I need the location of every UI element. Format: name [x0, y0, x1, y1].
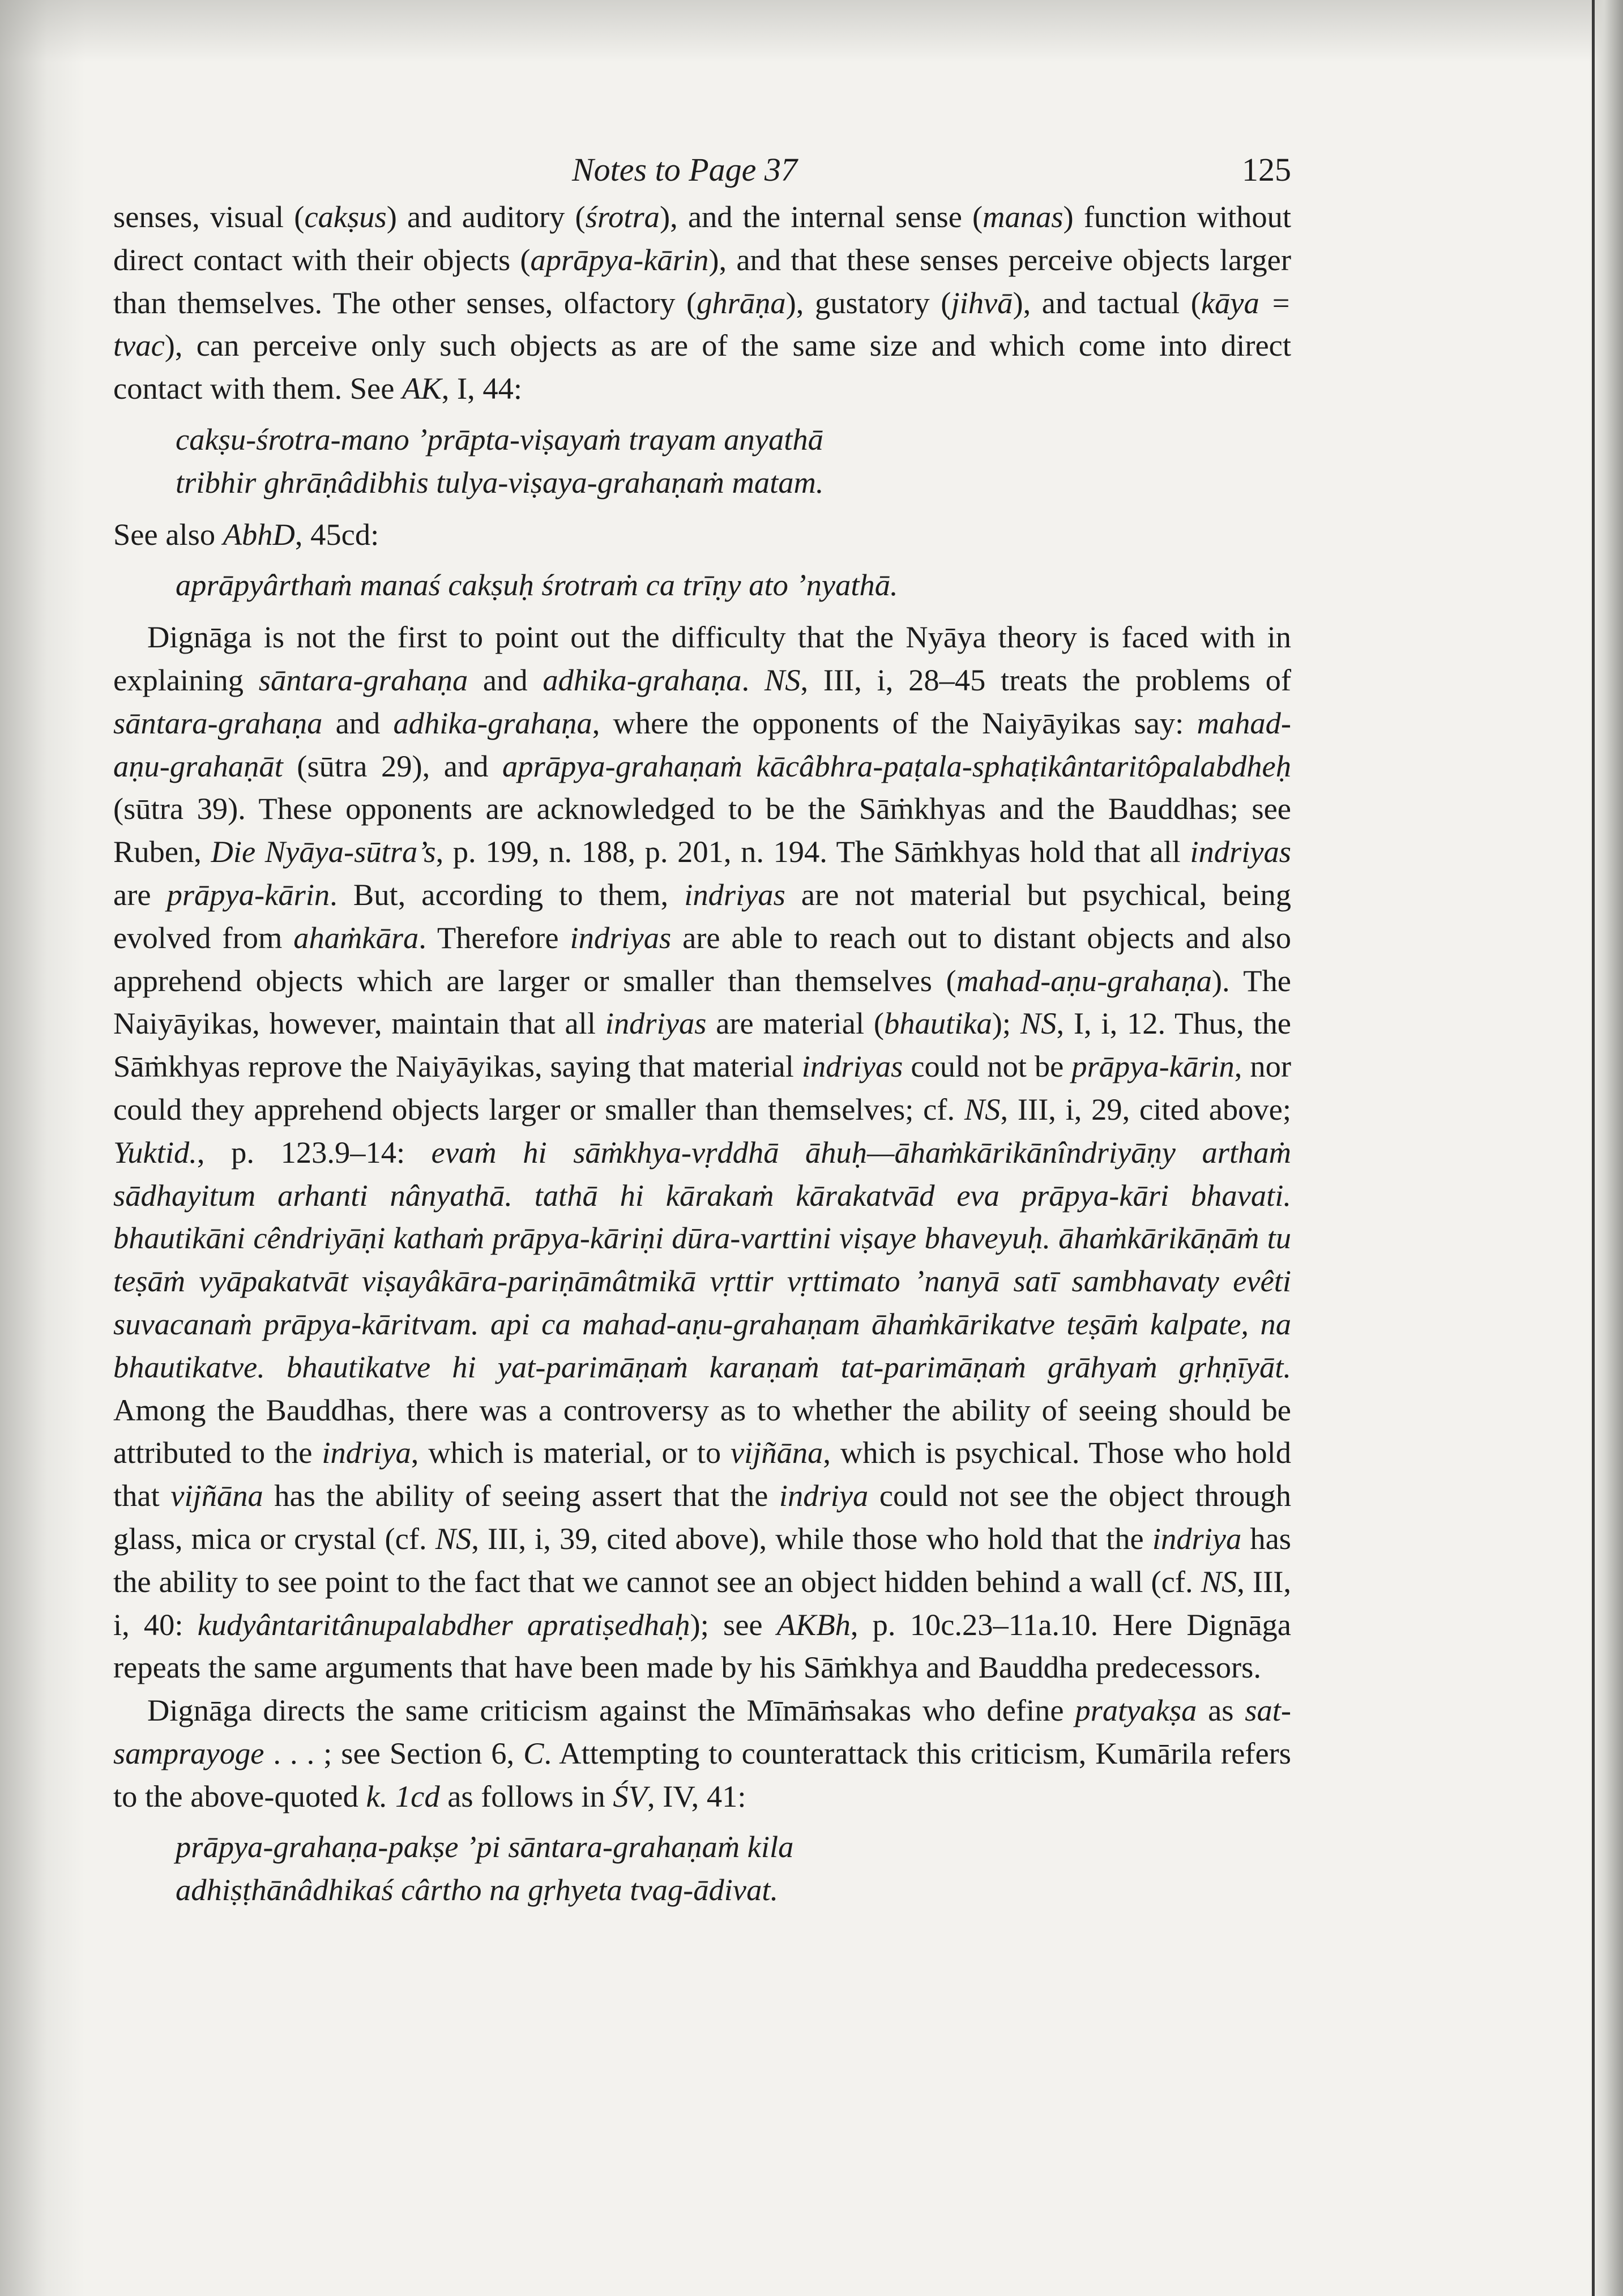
italic-term: NS — [964, 1091, 1001, 1126]
italic-term: manas — [983, 199, 1064, 234]
text-run: Dignāga is not the first to point out the difficulty that the Nyāya theory is faced with in explaining — [113, 620, 1291, 697]
italic-term: NS — [764, 662, 801, 697]
verse-quote — [113, 1825, 1291, 1911]
text-run: as — [1197, 1693, 1245, 1728]
italic-term: kāya = tvac — [113, 285, 1292, 363]
italic-term: ghrāṇa — [697, 285, 786, 320]
italic-term: pratyakṣa — [1075, 1693, 1197, 1728]
italic-term: indriyas — [684, 877, 785, 912]
text-run: Dignāga directs the same criticism against the Mīmāṁsakas who define — [147, 1693, 1075, 1728]
text-run: . Therefore — [418, 920, 570, 955]
text-run: , I, i, 12. Thus, the Sāṁkhyas reprove the Naiyāyikas, saying that material — [113, 1006, 1291, 1084]
text-run: ); see — [690, 1607, 777, 1642]
text-run: , 45cd: — [294, 517, 379, 552]
text-run: , III, i, 29, cited above; — [1000, 1091, 1291, 1126]
italic-term: cakṣus — [304, 199, 387, 234]
paragraph — [113, 195, 1291, 410]
page — [113, 144, 1291, 1921]
text-run: , I, 44: — [441, 371, 522, 406]
italic-term: vijñāna — [730, 1435, 823, 1470]
italic-term: indriyas — [801, 1049, 903, 1084]
italic-term: indriya — [1152, 1521, 1242, 1556]
text-run: Among the Bauddhas, there was a controversy as to whether the ability of seeing should be attributed to the — [113, 1392, 1291, 1470]
text-body — [113, 195, 1291, 1911]
text-run: could not see the object through glass, mica or crystal (cf. — [113, 1478, 1291, 1556]
text-run: ), and tactual ( — [1013, 285, 1201, 320]
italic-term: adhika-grahaṇa — [393, 705, 592, 740]
italic-term: AK — [402, 371, 442, 406]
italic-term: evaṁ hi sāṁkhya-vṛddhā āhuḥ—āhaṁkārikānîndriyāṇy arthaṁ sādhayitum arhanti nânyathā. tathā hi kārakaṁ kārakatvād eva prāpya-kāri bhavati. bhautikāni cêndriyāṇi kathaṁ prāpya-kāriṇi dūra-varttini viṣaye bhaveyuḥ. āhaṁkārikāṇāṁ tu teṣāṁ vyāpakatvāt viṣayâkāra-pariṇāmâtmikā vṛttir vṛttimato ’nanyā satī sambhavaty evêti suvacanaṁ prāpya-kāritvam. api ca mahad-aṇu-grahaṇam āhaṁkārikatve teṣāṁ kalpate, na bhautikatve. bhautikatve hi yat-parimāṇaṁ karaṇaṁ tat-parimāṇaṁ grāhyaṁ gṛhṇīyāt. — [113, 1134, 1291, 1384]
text-run: . Attempting to counterattack this criticism, Kumārila refers to the above-quoted — [113, 1735, 1291, 1813]
book-gutter-line — [1592, 0, 1595, 2296]
italic-term: mahad-aṇu-grahaṇa — [956, 963, 1212, 998]
paragraph — [113, 616, 1291, 1689]
italic-term: C — [523, 1735, 544, 1770]
text-run: . — [741, 662, 764, 697]
italic-term: kudyântaritânupalabdher apratiṣedhaḥ — [197, 1607, 690, 1642]
paragraph — [113, 1689, 1291, 1817]
italic-term: vijñāna — [170, 1478, 263, 1513]
text-run: . . . ; see Section 6, — [264, 1735, 524, 1770]
paragraph — [113, 513, 1291, 556]
verse-quote — [113, 564, 1291, 607]
running-head — [113, 144, 1291, 195]
italic-term: NS — [435, 1521, 472, 1556]
italic-term: indriya — [322, 1435, 411, 1470]
italic-term: ŚV — [613, 1778, 647, 1813]
text-run: , nor could they apprehend objects larger or smaller than themselves; cf. — [113, 1049, 1291, 1126]
text-run: has the ability to see point to the fact that we cannot see an object hidden behind a wall (cf. — [113, 1521, 1291, 1599]
italic-term: NS — [1020, 1006, 1057, 1041]
scan-shadow-top — [0, 0, 1623, 62]
text-run: ). The Naiyāyikas, however, maintain that all — [113, 963, 1291, 1041]
italic-term: sat-samprayoge — [113, 1693, 1291, 1770]
italic-term: indriyas — [1190, 834, 1291, 869]
italic-term: NS — [1201, 1564, 1237, 1599]
italic-term: indriyas — [605, 1006, 707, 1041]
italic-term: indriyas — [570, 920, 672, 955]
text-run: and — [468, 662, 543, 697]
text-run: , III, i, 39, cited above), while those who hold that the — [471, 1521, 1152, 1556]
verse-line: aprāpyârthaṁ manaś cakṣuḥ śrotraṁ ca trīṇy ato ’nyathā. — [176, 567, 898, 603]
verse-line: cakṣu-śrotra-mano ’prāpta-viṣayaṁ trayam anyathā — [176, 421, 823, 456]
text-run: (sūtra 29), and — [283, 748, 503, 783]
italic-term: aprāpya-kārin — [530, 242, 709, 277]
italic-term: ahaṁkāra — [293, 920, 419, 955]
text-run: , III, i, 40: — [113, 1564, 1291, 1642]
text-run: , which is psychical. Those who hold that — [113, 1435, 1292, 1513]
text-run: . But, according to them, — [330, 877, 685, 912]
verse-line: prāpya-grahaṇa-pakṣe ’pi sāntara-grahaṇaṁ kila — [176, 1829, 794, 1864]
verse-line: adhiṣṭhānâdhikaś cârtho na gṛhyeta tvag-ādivat. — [176, 1872, 779, 1907]
text-run: , p. 199, n. 188, p. 201, n. 194. The Sāṁkhyas hold that all — [435, 834, 1190, 869]
italic-term: aprāpya-grahaṇaṁ kācâbhra-paṭala-sphaṭikântaritôpalabdheḥ — [502, 748, 1291, 783]
italic-term: mahad-aṇu-grahaṇāt — [113, 705, 1291, 783]
verse-quote — [113, 418, 1291, 504]
text-run: senses, visual ( — [113, 199, 305, 234]
verse-line: tribhir ghrāṇâdibhis tulya-viṣaya-grahaṇaṁ matam. — [176, 464, 824, 500]
italic-term: prāpya-kārin — [1071, 1049, 1235, 1084]
text-run: could not be — [903, 1049, 1072, 1084]
italic-term: jihvā — [951, 285, 1013, 320]
italic-term: adhika-grahaṇa — [543, 662, 742, 697]
page-number: 125 — [1242, 151, 1291, 188]
text-run: are not material but psychical, being evolved from — [113, 877, 1292, 955]
text-run: ), and the internal sense ( — [659, 199, 983, 234]
italic-term: prāpya-kārin — [166, 877, 330, 912]
text-run: and — [322, 705, 394, 740]
italic-term: sāntara-grahaṇa — [258, 662, 468, 697]
running-head-title: Notes to Page 37 — [572, 151, 797, 188]
text-run: , which is material, or to — [411, 1435, 731, 1470]
text-run: are able to reach out to distant objects and also apprehend objects which are larger or smaller than themselves ( — [113, 920, 1292, 998]
text-run: , p. 123.9–14: — [197, 1134, 432, 1170]
text-run: , III, i, 28–45 treats the problems of — [800, 662, 1292, 697]
italic-term: sāntara-grahaṇa — [113, 705, 323, 740]
text-run: (sūtra 39). These opponents are acknowledged to be the Sāṁkhyas and the Bauddhas; see Ruben, — [113, 791, 1291, 869]
text-run: ) function without direct contact with their objects ( — [113, 199, 1291, 277]
italic-term: Die Nyāya-sūtra’s — [211, 834, 436, 869]
text-run: ), gustatory ( — [785, 285, 951, 320]
italic-term: Yuktid. — [113, 1134, 197, 1170]
text-run: has the ability of seeing assert that the — [263, 1478, 779, 1513]
text-run: See also — [113, 517, 223, 552]
text-run: , IV, 41: — [647, 1778, 746, 1813]
italic-term: AbhD — [223, 517, 295, 552]
text-run: , where the opponents of the Naiyāyikas say: — [592, 705, 1197, 740]
text-run: ), can perceive only such objects as are of the same size and which come into direct contact with them. See — [113, 328, 1291, 406]
text-run: ), and that these senses perceive objects larger than themselves. The other senses, olfactory ( — [113, 242, 1291, 320]
italic-term: bhautika — [884, 1006, 992, 1041]
text-run: are material ( — [706, 1006, 885, 1041]
text-run: , p. 10c.23–11a.10. Here Dignāga repeats the same arguments that have been made by his Sāṁkhya and Bauddha predecessors. — [113, 1607, 1291, 1685]
text-run: ) and auditory ( — [386, 199, 586, 234]
italic-term: śrotra — [585, 199, 660, 234]
text-run: as follows in — [439, 1778, 613, 1813]
italic-term: indriya — [779, 1478, 869, 1513]
text-run: are — [113, 877, 167, 912]
text-run: ); — [992, 1006, 1020, 1041]
italic-term: k. 1cd — [366, 1778, 440, 1813]
italic-term: AKBh — [776, 1607, 851, 1642]
scan-shadow-left — [0, 0, 85, 2296]
